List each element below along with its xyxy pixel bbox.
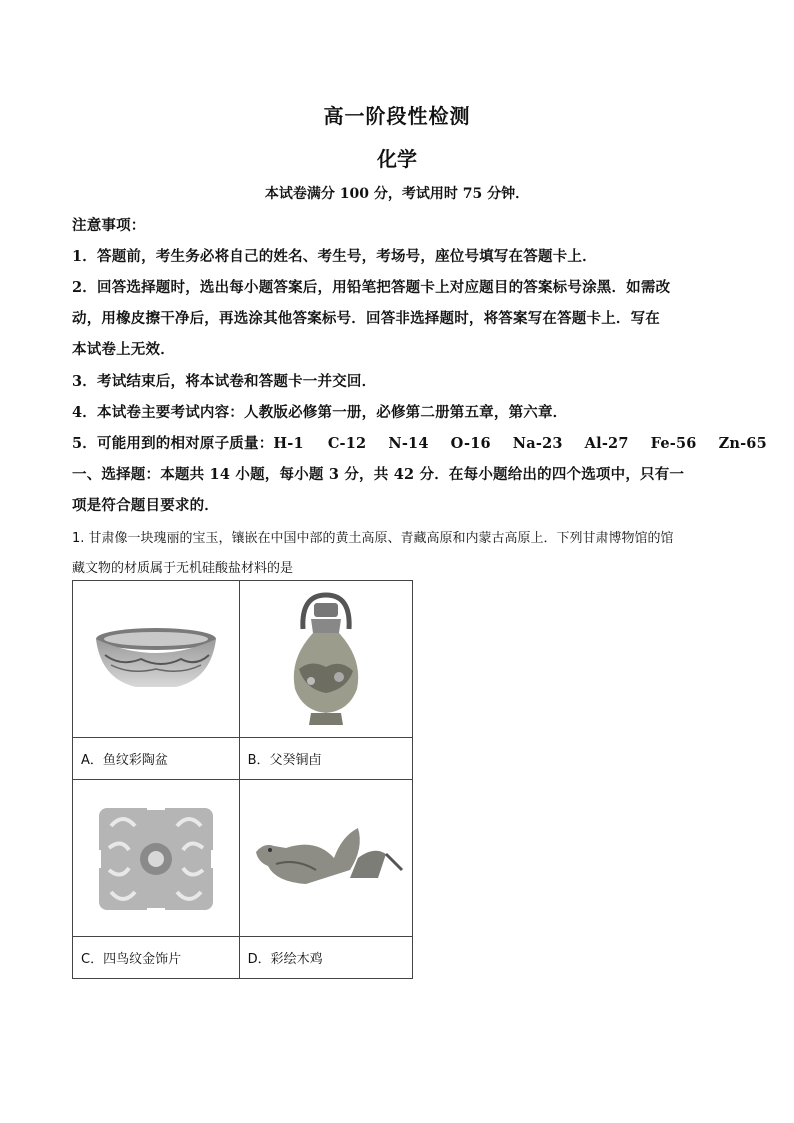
note-4: 4．本试卷主要考试内容：人教版必修第一册，必修第二册第五章，第六章．: [72, 404, 568, 421]
option-c-label: C．四鸟纹金饰片: [73, 937, 240, 979]
option-b-label: B．父癸铜卣: [239, 738, 412, 780]
option-b-image: [239, 581, 412, 738]
atom-mass: O-16: [450, 435, 491, 452]
question-1-stem-b: 藏文物的材质属于无机硅酸盐材料的是: [72, 561, 294, 576]
gold-ornament-image: [91, 798, 221, 918]
option-c-image: [73, 780, 240, 937]
note-2-line-c: 本试卷上无效．: [72, 341, 175, 358]
note-2-line-b: 动，用橡皮擦干净后，再选涂其他答案标号．回答非选择题时，将答案写在答题卡上．写在: [72, 310, 660, 327]
atom-mass: H-1: [273, 435, 304, 452]
option-a-image: [73, 581, 240, 738]
note-3: 3．考试结束后，将本试卷和答题卡一并交回．: [72, 373, 377, 390]
pottery-basin-image: [91, 619, 221, 699]
bronze-vessel-image: [281, 589, 371, 729]
atom-mass: Fe-56: [650, 435, 697, 452]
option-d-label: D．彩绘木鸡: [239, 937, 412, 979]
question-1-stem-a: 1. 甘肃像一块瑰丽的宝玉，镶嵌在中国中部的黄土高原、青藏高原和内蒙古高原上．下列甘肃博物馆的馆: [72, 531, 674, 546]
exam-meta: 本试卷满分 100 分，考试用时 75 分钟．: [264, 186, 530, 202]
option-a-label: A．鱼纹彩陶盆: [73, 738, 240, 780]
note-5-atomic-masses: [72, 432, 767, 453]
note-5-label: 5．可能用到的相对原子质量：: [72, 435, 274, 452]
section-1-line-b: 项是符合题目要求的．: [72, 497, 219, 514]
atom-mass: Zn-65: [718, 435, 767, 452]
exam-title: 高一阶段性检测: [323, 104, 471, 128]
option-d-image: [239, 780, 412, 937]
atom-mass: N-14: [388, 435, 429, 452]
subject-title: 化学: [377, 147, 417, 171]
question-1-options-table: [72, 580, 413, 979]
atom-mass: Al-27: [584, 435, 629, 452]
notes-heading: 注意事项：: [72, 217, 146, 234]
note-1: 1．答题前，考生务必将自己的姓名、考生号，考场号，座位号填写在答题卡上．: [72, 248, 597, 265]
note-2-line-a: 2．回答选择题时，选出每小题答案后，用铅笔把答题卡上对应题目的答案标号涂黑．如需改: [72, 279, 671, 296]
atom-mass: Na-23: [512, 435, 563, 452]
wooden-chicken-image: [246, 818, 406, 898]
atom-mass: C-12: [327, 435, 367, 452]
section-1-line-a: 一、选择题：本题共 14 小题，每小题 3 分，共 42 分．在每小题给出的四个选项中，只有一: [72, 466, 685, 483]
